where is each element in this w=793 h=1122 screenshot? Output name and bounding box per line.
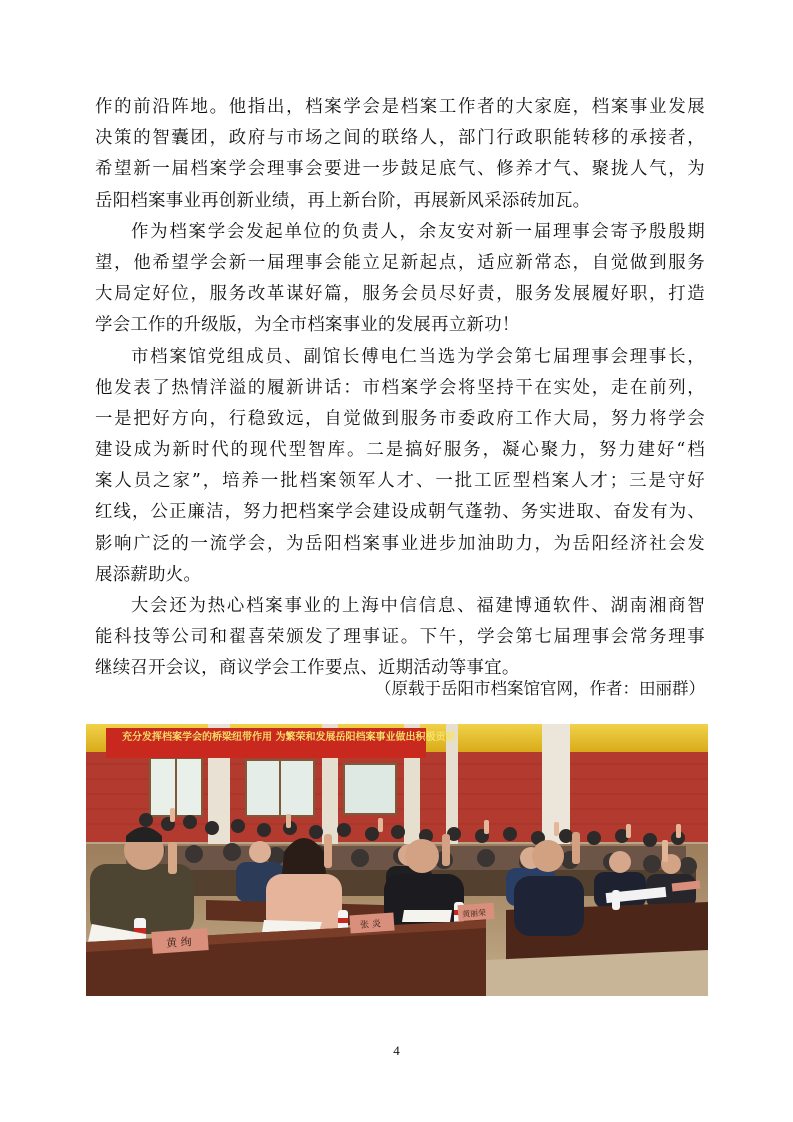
svg-text:黄 绚: 黄 绚 <box>165 935 193 950</box>
article-line: 望，他希望学会新一届理事会能立足新起点，适应新常态，自觉做到服务 <box>95 252 705 273</box>
article-line: 希望新一届档案学会理事会要进一步鼓足底气、修养才气、聚拢人气，为 <box>95 159 705 180</box>
name-card-second <box>349 912 394 933</box>
name-card-third <box>457 903 494 921</box>
meeting-photo-image <box>86 724 708 996</box>
article-line: 市档案馆党组成员、副馆长傅电仁当选为学会第七届理事会理事长， <box>131 346 705 367</box>
page-number: 4 <box>393 1043 400 1058</box>
svg-text:张 炎: 张 炎 <box>359 919 382 931</box>
banner-text: 充分发挥档案学会的桥梁纽带作用 为繁荣和发展岳阳档案事业做出积极贡献 <box>122 732 456 743</box>
svg-text:黄丽荣: 黄丽荣 <box>461 908 487 919</box>
article-line: 能科技等公司和翟喜荣颁发了理事证。下午，学会第七届理事会常务理事 <box>95 627 705 648</box>
article-body <box>95 92 705 685</box>
article-line: 决策的智囊团，政府与市场之间的联络人，部门行政职能转移的承接者， <box>95 128 705 149</box>
article-line: 红线，公正廉洁，努力把档案学会建设成朝气蓬勃、务实进取、奋发有为、 <box>95 502 705 523</box>
article-line: 建设成为新时代的现代型智库。二是搞好服务，凝心聚力，努力建好“档 <box>95 440 705 461</box>
article-line: 大局定好位，服务改革谋好篇，服务会员尽好责，服务发展履好职，打造 <box>95 284 705 305</box>
article-line: 学会工作的升级版，为全市档案事业的发展再立新功！ <box>95 315 520 336</box>
article-line: 他发表了热情洋溢的履新讲话：市档案学会将坚持干在实处，走在前列， <box>95 377 705 398</box>
source-credit: （原载于岳阳市档案馆官网，作者：田丽群） <box>375 679 705 698</box>
article-line: 继续召开会议，商议学会工作要点、近期活动等事宜。 <box>95 658 520 679</box>
article-line: 影响广泛的一流学会，为岳阳档案事业进步加油助力，为岳阳经济社会发 <box>95 533 705 554</box>
article-line: 岳阳档案事业再创新业绩，再上新台阶，再展新风采添砖加瓦。 <box>95 190 591 211</box>
article-line: 一是把好方向，行稳致远，自觉做到服务市委政府工作大局，努力将学会 <box>95 408 705 429</box>
article-line: 大会还为热心档案事业的上海中信信息、福建博通软件、湖南湘商智 <box>131 596 705 616</box>
article-line: 作为档案学会发起单位的负责人，余友安对新一届理事会寄予殷殷期 <box>131 221 705 242</box>
meeting-photo <box>86 724 708 996</box>
name-card-front <box>151 928 208 954</box>
article-line: 展添薪助火。 <box>95 564 202 585</box>
article-line: 案人员之家”，培养一批档案领军人才、一批工匠型档案人才；三是守好 <box>95 471 705 492</box>
article-line: 作的前沿阵地。他指出，档案学会是档案工作者的大家庭，档案事业发展 <box>95 97 705 117</box>
